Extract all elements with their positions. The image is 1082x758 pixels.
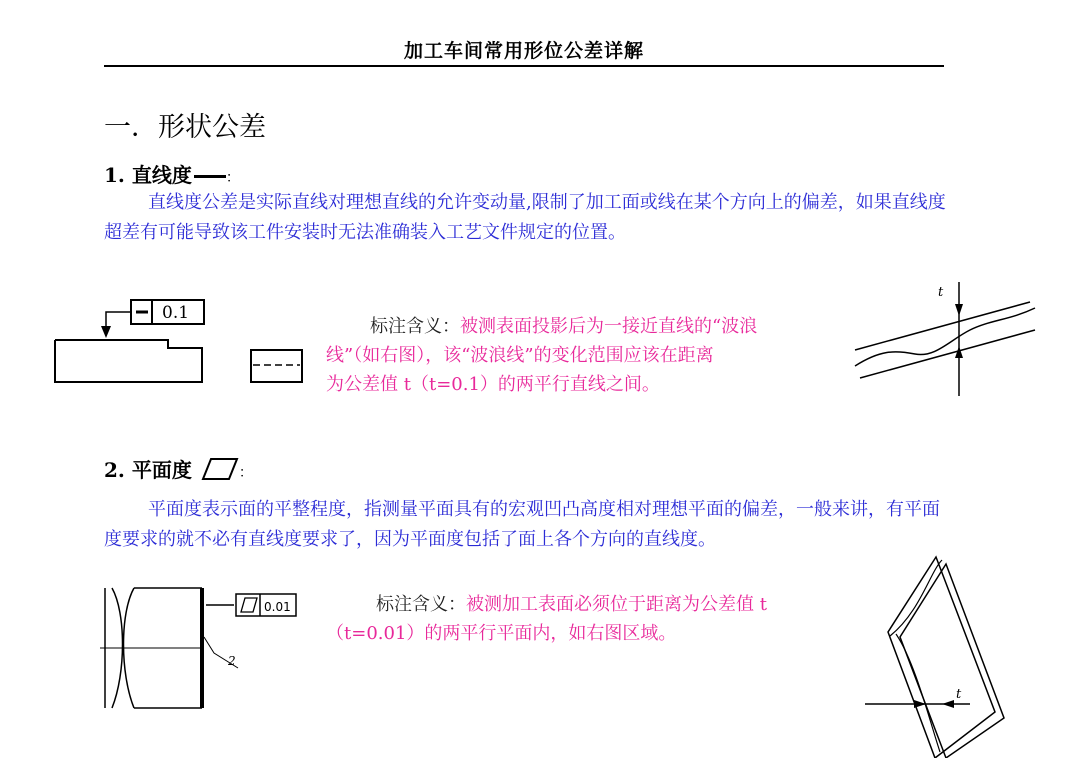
heading-colon: ： [225, 170, 240, 186]
item-heading-flatness [104, 454, 253, 483]
flatness-note [326, 590, 866, 648]
note-text-1: 被测加工表面必须位于距离为公差值 t [466, 594, 767, 615]
arrow-head [101, 326, 111, 338]
flatness-paragraph: 平面度表示面的平整程度，指测量平面具有的宏观凹凸高度相对理想平面的偏差，一般来讲，有平面度要求的就不必有直线度要求了，因为平面度包括了面上各个方向的直线度。 [104, 499, 940, 550]
straightness-note [326, 312, 846, 399]
flatness-zone-diagram [860, 552, 1010, 758]
frame-value: 0.01 [264, 600, 291, 614]
item-heading-text: 2. 平面度 [104, 458, 192, 482]
zone-label: t [956, 687, 962, 702]
frame-value: 0.1 [162, 303, 190, 323]
document-header-title: 加工车间常用形位公差详解 [403, 40, 644, 62]
item-heading-text: 1. 直线度 [104, 163, 192, 187]
note-text-3: 为公差值 t（t=0.1）的两平行直线之间。 [326, 374, 660, 395]
header-rule [104, 65, 944, 67]
leader-line [106, 312, 131, 334]
note-label: 标注含义： [376, 594, 466, 615]
flatness-symbol-icon [193, 457, 233, 481]
flatness-symbol-icon [241, 598, 257, 612]
zone-label: t [938, 285, 944, 300]
heading-colon: ： [238, 465, 253, 481]
straightness-drawing [50, 290, 320, 400]
note-text-2: 线”（如右图），该“波浪线”的变化范围应该在距离 [326, 345, 714, 366]
straightness-paragraph: 直线度公差是实际直线对理想直线的允许变动量,限制了加工面或线在某个方向上的偏差，如果直线度超差有可能导致该工件安装时无法准确装入工艺文件规定的位置。 [104, 192, 946, 243]
item-heading-straightness [104, 159, 240, 188]
section-title: 一．形状公差 [104, 112, 266, 143]
part-profile [55, 340, 202, 382]
straightness-symbol-icon [194, 175, 226, 178]
straightness-zone-diagram [850, 280, 1050, 400]
part-end-view [251, 350, 302, 382]
note-text-2: （t=0.01）的两平行平面内，如右图区域。 [326, 623, 677, 644]
callout-number: 2 [228, 654, 236, 668]
flatness-drawing [100, 583, 310, 718]
note-text-1: 被测表面投影后为一接近直线的“波浪 [460, 316, 758, 337]
note-label: 标注含义： [370, 316, 460, 337]
